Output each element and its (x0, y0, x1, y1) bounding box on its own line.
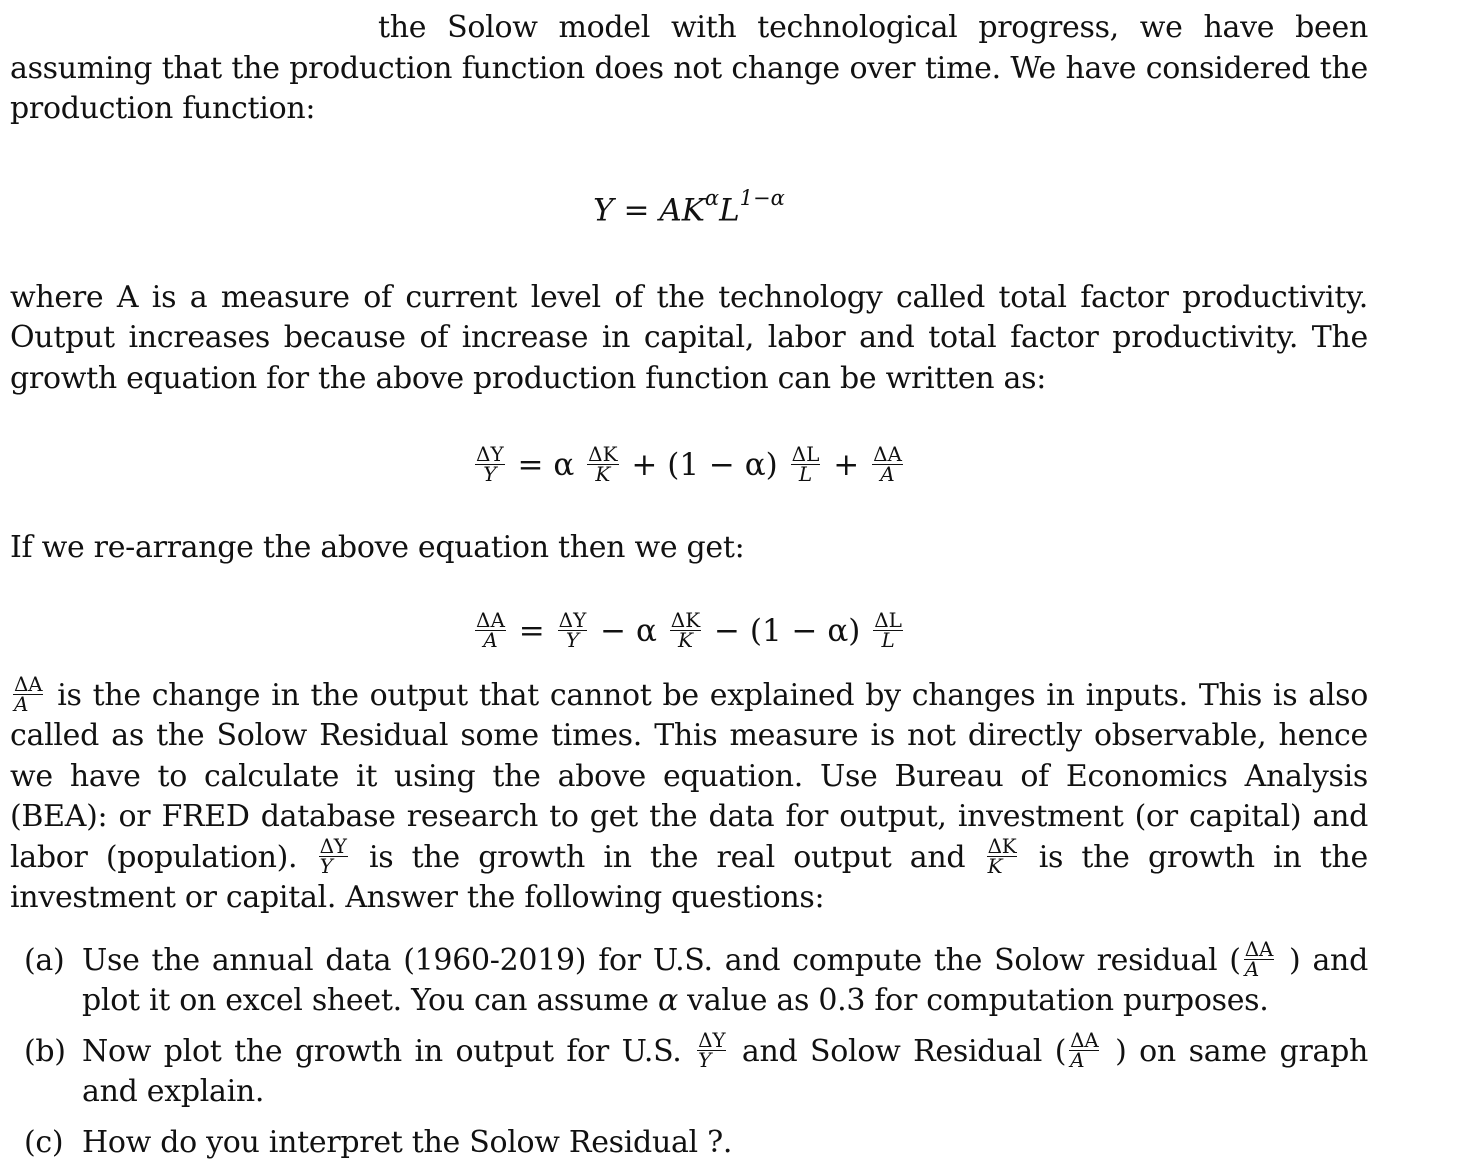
frac-dl-l: $\frac{\Delta L}{L}$ (791, 442, 820, 487)
eq-equals: = (623, 191, 650, 228)
frac-da-a: $\frac{\Delta A}{A}$ (1070, 1028, 1099, 1073)
eq-minus-alpha: − α (600, 612, 657, 649)
para-text-1: is the change in the output that cannot be explained by changes in inputs. This is also called as the Solow Residual some times. This measure is not directly observable, hence we have to calculate it using the above equation. Use Bureau of Economics Analysis (BEA): or FRED database research to get the data for output, investment (or capital) and labor (population). (10, 677, 1368, 875)
eq-tfp-capital: AK (659, 191, 705, 228)
eq-labor: L (719, 191, 740, 228)
eq-output-symbol: Y (593, 191, 614, 228)
question-a: (a) Use the annual data (1960-2019) for U.S. and compute the Solow residual ( $\frac{\Delta A}{A}$ ) and plot it on excel sheet. You can assume α value as 0.3 for computation purposes. (24, 937, 1368, 1019)
frac-dk-k: $\frac{\Delta K}{K}$ (987, 834, 1017, 879)
eq-equals-alpha: = α (517, 447, 575, 484)
eq-plus: + (833, 447, 860, 484)
eq-equals: = (518, 612, 545, 649)
question-c: (c) How do you interpret the Solow Residual ?. (10, 1123, 1368, 1164)
frac-da-a: $\frac{\Delta A}{A}$ (873, 442, 902, 487)
question-b: (b) Now plot the growth in output for U.S. $\frac{\Delta Y}{Y}$ and Solow Residual ( $\frac{\Delta A}{A}$ ) on same graph and explain. (24, 1028, 1368, 1110)
eq-alpha-exponent: α (704, 185, 720, 210)
production-function-equation (10, 182, 1368, 230)
growth-equation (10, 442, 1368, 487)
question-label: (c) (24, 1124, 64, 1160)
frac-dy-y: $\frac{\Delta Y}{Y}$ (558, 607, 587, 652)
question-label: (a) (24, 942, 65, 978)
question-list (10, 937, 1368, 1164)
frac-dy-y: $\frac{\Delta Y}{Y}$ (476, 442, 504, 487)
frac-dk-k: $\frac{\Delta K}{K}$ (670, 607, 701, 652)
frac-dl-l: $\frac{\Delta L}{L}$ (874, 607, 902, 652)
alpha-symbol: α (657, 983, 678, 1019)
eq-one-minus-alpha: + (1 − α) (631, 447, 778, 484)
eq-labor-exponent: 1−α (739, 185, 785, 210)
solow-residual-paragraph (10, 672, 1368, 919)
frac-dk-k: $\frac{\Delta K}{K}$ (588, 442, 618, 487)
question-label: (b) (24, 1033, 66, 1069)
frac-da-a: $\frac{\Delta A}{A}$ (14, 672, 43, 717)
frac-da-a: $\frac{\Delta A}{A}$ (476, 607, 505, 652)
eq-minus-one-minus-alpha: − (1 − α) (714, 612, 861, 649)
para-text-3: is the growth in the investment or capital. Answer the following questions: (10, 839, 1368, 916)
tfp-paragraph: where A is a measure of current level of the technology called total factor productivity. Output increases because of increase in capital, labor and total factor productivity. The growth equation for the above production function can be written as: (10, 279, 1368, 396)
frac-dy-y: $\frac{\Delta Y}{Y}$ (319, 834, 347, 879)
intro-paragraph: the Solow model with technological progress, we have been assuming that the production function does not change over time. We have considered the production function: (10, 10, 1368, 126)
frac-da-a: $\frac{\Delta A}{A}$ (1244, 937, 1274, 982)
frac-dy-y: $\frac{\Delta Y}{Y}$ (698, 1028, 726, 1073)
rearrange-paragraph: If we re-arrange the above equation then we get: (10, 530, 745, 566)
solow-residual-equation (10, 607, 1368, 652)
document-page (10, 8, 1368, 1173)
para-text-2: is the growth in the real output and (350, 839, 984, 875)
